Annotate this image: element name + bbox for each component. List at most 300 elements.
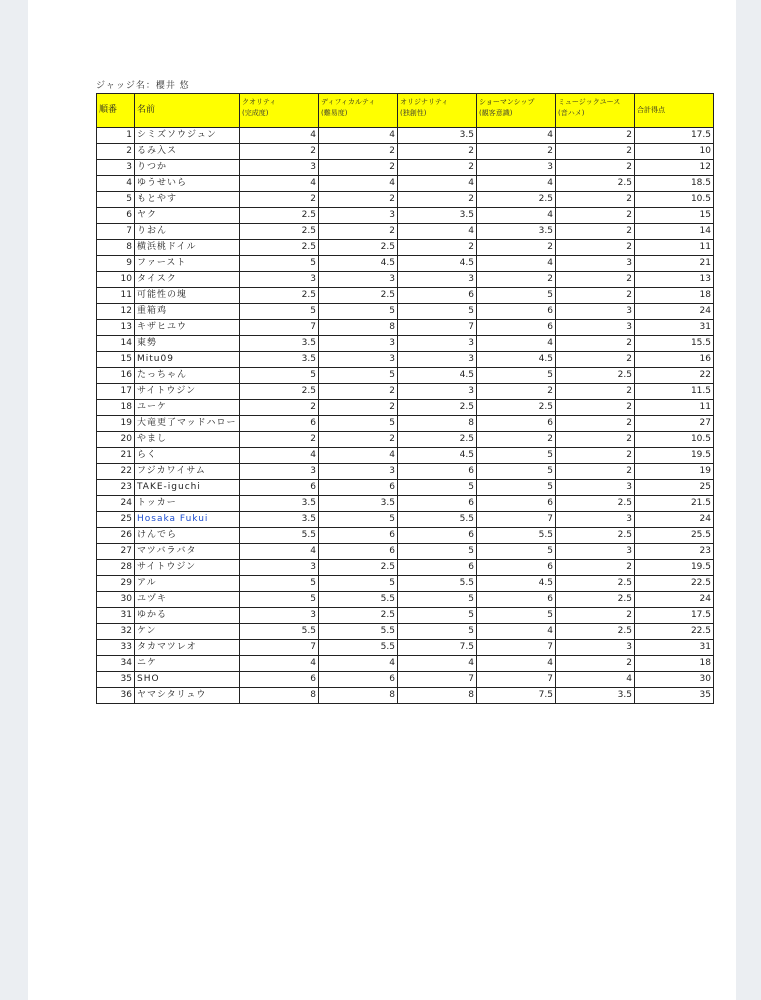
score-cell: 3.5 [319,496,398,512]
contestant-name-cell: りおん [135,224,240,240]
score-cell: 5 [240,304,319,320]
score-cell: 6 [477,592,556,608]
table-row [97,224,714,240]
score-cell: 2 [477,384,556,400]
total-cell: 24 [635,304,714,320]
score-cell: 2.5 [319,288,398,304]
score-cell: 2 [556,240,635,256]
header-showmanship: ショーマンシップ (観客意識) [477,94,556,128]
score-cell: 2 [319,384,398,400]
contestant-name-cell: サイトウジン [135,384,240,400]
document-page [28,0,736,1000]
score-cell: 2 [477,272,556,288]
score-cell: 5.5 [240,624,319,640]
score-cell: 3 [240,560,319,576]
score-cell: 5 [398,544,477,560]
total-cell: 31 [635,640,714,656]
score-cell: 2.5 [477,400,556,416]
total-cell: 11 [635,400,714,416]
table-row [97,304,714,320]
score-cell: 2.5 [319,560,398,576]
score-cell: 6 [240,416,319,432]
score-cell: 5.5 [240,528,319,544]
score-cell: 6 [398,288,477,304]
score-cell: 2 [556,560,635,576]
contestant-name-cell: TAKE-iguchi [135,480,240,496]
table-row [97,320,714,336]
score-cell: 5 [319,576,398,592]
score-cell: 6 [477,560,556,576]
table-row [97,352,714,368]
contestant-name-cell: タイスク [135,272,240,288]
score-cell: 3 [556,544,635,560]
score-cell: 2 [319,192,398,208]
score-cell: 4 [477,336,556,352]
score-cell: 6 [240,672,319,688]
score-cell: 2 [319,144,398,160]
score-cell: 6 [398,560,477,576]
score-cell: 5 [319,512,398,528]
total-cell: 22 [635,368,714,384]
score-cell: 5.5 [319,640,398,656]
contestant-name-cell: 可能性の塊 [135,288,240,304]
contestant-name-cell: ニケ [135,656,240,672]
contestant-name-cell: Mitu09 [135,352,240,368]
total-cell: 14 [635,224,714,240]
total-cell: 15.5 [635,336,714,352]
contestant-name-cell: シミズソウジュン [135,128,240,144]
score-cell: 2 [398,144,477,160]
rank-cell: 3 [97,160,135,176]
table-row [97,384,714,400]
header-row [97,94,714,128]
score-cell: 3 [240,160,319,176]
contestant-name-cell: もとやす [135,192,240,208]
score-cell: 2.5 [398,432,477,448]
score-cell: 7 [398,672,477,688]
score-cell: 2 [477,240,556,256]
total-cell: 21.5 [635,496,714,512]
score-cell: 3.5 [477,224,556,240]
rank-cell: 5 [97,192,135,208]
total-cell: 30 [635,672,714,688]
rank-cell: 2 [97,144,135,160]
score-cell: 2.5 [556,176,635,192]
score-cell: 3 [240,272,319,288]
rank-cell: 30 [97,592,135,608]
score-cell: 6 [240,480,319,496]
score-cell: 2.5 [240,208,319,224]
score-cell: 2.5 [556,496,635,512]
score-cell: 4 [477,656,556,672]
score-cell: 2 [398,240,477,256]
contestant-name-cell: やまし [135,432,240,448]
score-cell: 2.5 [240,384,319,400]
total-cell: 25 [635,480,714,496]
table-row [97,128,714,144]
header-originality: オリジナリティ (独創性) [398,94,477,128]
score-cell: 7 [240,640,319,656]
rank-cell: 22 [97,464,135,480]
score-cell: 7 [477,672,556,688]
score-cell: 3 [398,352,477,368]
total-cell: 16 [635,352,714,368]
score-cell: 4 [240,544,319,560]
rank-cell: 1 [97,128,135,144]
score-cell: 8 [398,688,477,704]
score-cell: 6 [477,320,556,336]
score-cell: 2 [240,400,319,416]
score-cell: 5 [477,464,556,480]
contestant-name-cell: 重箱鸡 [135,304,240,320]
score-cell: 3 [398,272,477,288]
rank-cell: 24 [97,496,135,512]
score-cell: 2.5 [240,240,319,256]
score-cell: 3.5 [556,688,635,704]
total-cell: 35 [635,688,714,704]
table-row [97,576,714,592]
contestant-name-cell: ユヅキ [135,592,240,608]
score-cell: 4 [477,128,556,144]
score-cell: 8 [319,688,398,704]
score-cell: 5 [398,624,477,640]
contestant-name-cell: けんでら [135,528,240,544]
contestant-name-cell: サイトウジン [135,560,240,576]
table-row [97,288,714,304]
score-cell: 5 [319,416,398,432]
score-cell: 2.5 [556,624,635,640]
rank-cell: 13 [97,320,135,336]
score-cell: 4.5 [319,256,398,272]
total-cell: 31 [635,320,714,336]
score-cell: 2 [556,224,635,240]
score-cell: 2 [319,400,398,416]
score-cell: 2 [556,192,635,208]
score-cell: 3 [556,480,635,496]
score-cell: 8 [240,688,319,704]
contestant-name-cell: たっちゃん [135,368,240,384]
score-cell: 2.5 [319,608,398,624]
total-cell: 10.5 [635,192,714,208]
score-cell: 2 [556,656,635,672]
score-cell: 2 [556,352,635,368]
score-cell: 2 [556,336,635,352]
score-cell: 4 [319,128,398,144]
contestant-name-cell: ケン [135,624,240,640]
rank-cell: 14 [97,336,135,352]
rank-cell: 35 [97,672,135,688]
score-cell: 2 [398,160,477,176]
score-cell: 5.5 [398,576,477,592]
score-cell: 2.5 [240,288,319,304]
rank-cell: 15 [97,352,135,368]
score-cell: 6 [477,416,556,432]
score-cell: 4 [240,656,319,672]
total-cell: 27 [635,416,714,432]
score-cell: 2 [556,288,635,304]
score-cell: 4.5 [398,256,477,272]
score-cell: 2 [556,384,635,400]
judge-name-label: ジャッジ名：櫻井 悠 [96,81,190,91]
total-cell: 18 [635,288,714,304]
table-row [97,528,714,544]
score-cell: 2.5 [556,528,635,544]
table-row [97,448,714,464]
score-cell: 2 [556,144,635,160]
table-row [97,688,714,704]
score-cell: 4.5 [477,352,556,368]
header-total: 合計得点 [635,94,714,128]
score-cell: 3.5 [240,336,319,352]
score-cell: 4 [398,176,477,192]
score-cell: 4.5 [398,448,477,464]
score-cell: 4 [319,448,398,464]
score-cell: 6 [398,528,477,544]
score-cell: 6 [398,496,477,512]
rank-cell: 9 [97,256,135,272]
contestant-name-cell: マツバラバタ [135,544,240,560]
table-row [97,608,714,624]
contestant-name-cell: 大竜更了マッドハロー [135,416,240,432]
score-cell: 2 [556,400,635,416]
score-cell: 4 [398,656,477,672]
score-cell: 5 [477,368,556,384]
rank-cell: 29 [97,576,135,592]
score-cell: 4.5 [398,368,477,384]
score-cell: 2 [556,208,635,224]
score-cell: 3.5 [240,496,319,512]
table-row [97,256,714,272]
rank-cell: 18 [97,400,135,416]
rank-cell: 27 [97,544,135,560]
score-cell: 6 [319,528,398,544]
score-cell: 4 [319,176,398,192]
score-cell: 5 [240,576,319,592]
score-cell: 7.5 [477,688,556,704]
contestant-name-cell: ユーケ [135,400,240,416]
score-cell: 6 [398,464,477,480]
score-cell: 4 [240,448,319,464]
table-row [97,336,714,352]
score-cell: 3 [556,256,635,272]
score-cell: 4 [477,208,556,224]
rank-cell: 25 [97,512,135,528]
header-difficulty: ディフィカルティ (難易度) [319,94,398,128]
rank-cell: 31 [97,608,135,624]
score-cell: 3 [398,336,477,352]
score-cell: 2.5 [556,576,635,592]
table-row [97,656,714,672]
score-cell: 5 [477,288,556,304]
contestant-name-cell: ファースト [135,256,240,272]
score-table [96,93,714,704]
rank-cell: 21 [97,448,135,464]
contestant-name-cell: 横浜桃ドイル [135,240,240,256]
score-cell: 5 [240,592,319,608]
score-cell: 6 [477,496,556,512]
score-cell: 3.5 [240,352,319,368]
score-cell: 5.5 [477,528,556,544]
contestant-name-cell: りつか [135,160,240,176]
total-cell: 17.5 [635,608,714,624]
total-cell: 10 [635,144,714,160]
score-cell: 2 [319,432,398,448]
score-cell: 3 [556,512,635,528]
score-cell: 2 [398,192,477,208]
rank-cell: 11 [97,288,135,304]
table-row [97,624,714,640]
score-cell: 2.5 [477,192,556,208]
rank-cell: 10 [97,272,135,288]
score-cell: 2 [556,448,635,464]
rank-cell: 6 [97,208,135,224]
rank-cell: 23 [97,480,135,496]
score-cell: 4 [477,256,556,272]
total-cell: 25.5 [635,528,714,544]
score-cell: 2 [556,160,635,176]
score-cell: 3 [398,384,477,400]
score-cell: 2 [556,272,635,288]
rank-cell: 32 [97,624,135,640]
total-cell: 19.5 [635,448,714,464]
score-cell: 4 [477,624,556,640]
score-cell: 2 [556,128,635,144]
table-row [97,672,714,688]
score-cell: 5 [240,256,319,272]
score-cell: 4 [319,656,398,672]
total-cell: 15 [635,208,714,224]
header-rank: 順番 [97,94,135,128]
contestant-name-cell: キザヒユウ [135,320,240,336]
table-row [97,144,714,160]
table-row [97,432,714,448]
score-cell: 7 [477,512,556,528]
header-music-use: ミュージックユース (音ハメ) [556,94,635,128]
contestant-name-cell: 東勢 [135,336,240,352]
score-cell: 4 [477,176,556,192]
table-row [97,512,714,528]
score-cell: 3 [319,272,398,288]
score-cell: 5.5 [319,592,398,608]
score-cell: 4 [398,224,477,240]
total-cell: 19.5 [635,560,714,576]
score-cell: 4 [240,176,319,192]
table-row [97,368,714,384]
score-cell: 7 [398,320,477,336]
contestant-name-cell: アル [135,576,240,592]
total-cell: 11 [635,240,714,256]
score-cell: 4 [240,128,319,144]
header-quality: クオリティ (完成度) [240,94,319,128]
table-row [97,192,714,208]
score-cell: 7.5 [398,640,477,656]
score-cell: 4 [556,672,635,688]
score-cell: 6 [319,544,398,560]
score-cell: 3 [240,464,319,480]
rank-cell: 26 [97,528,135,544]
score-cell: 8 [398,416,477,432]
score-cell: 2 [240,432,319,448]
contestant-name-cell: タカマツレオ [135,640,240,656]
contestant-name-cell: らく [135,448,240,464]
total-cell: 12 [635,160,714,176]
score-cell: 5 [477,448,556,464]
score-cell: 2 [240,192,319,208]
rank-cell: 20 [97,432,135,448]
score-cell: 3 [319,352,398,368]
table-row [97,160,714,176]
rank-cell: 16 [97,368,135,384]
score-cell: 2.5 [398,400,477,416]
score-cell: 5 [398,592,477,608]
total-cell: 22.5 [635,624,714,640]
table-row [97,480,714,496]
score-cell: 5 [477,608,556,624]
score-cell: 5 [240,368,319,384]
score-cell: 5 [319,304,398,320]
score-cell: 5 [398,480,477,496]
score-cell: 6 [319,672,398,688]
total-cell: 19 [635,464,714,480]
table-row [97,272,714,288]
rank-cell: 19 [97,416,135,432]
contestant-name-cell: ゆうせいら [135,176,240,192]
table-row [97,416,714,432]
total-cell: 11.5 [635,384,714,400]
score-cell: 2 [556,416,635,432]
score-cell: 5.5 [398,512,477,528]
table-row [97,208,714,224]
total-cell: 18 [635,656,714,672]
contestant-name-cell: Hosaka Fukui [135,512,240,528]
total-cell: 13 [635,272,714,288]
score-cell: 5 [477,480,556,496]
score-cell: 6 [477,304,556,320]
total-cell: 23 [635,544,714,560]
rank-cell: 12 [97,304,135,320]
score-cell: 2.5 [556,592,635,608]
table-row [97,496,714,512]
score-cell: 3 [477,160,556,176]
score-cell: 8 [319,320,398,336]
score-cell: 2 [556,608,635,624]
table-row [97,240,714,256]
total-cell: 10.5 [635,432,714,448]
rank-cell: 34 [97,656,135,672]
score-cell: 3.5 [398,128,477,144]
score-cell: 3 [556,304,635,320]
score-cell: 2 [477,144,556,160]
score-cell: 2 [319,160,398,176]
total-cell: 17.5 [635,128,714,144]
contestant-name-cell: フジカワイサム [135,464,240,480]
score-cell: 6 [319,480,398,496]
score-table-body [97,128,714,704]
table-row [97,592,714,608]
score-cell: 2 [240,144,319,160]
score-cell: 5 [398,304,477,320]
table-row [97,544,714,560]
score-cell: 4.5 [477,576,556,592]
score-cell: 3 [319,464,398,480]
score-cell: 2.5 [556,368,635,384]
table-row [97,464,714,480]
score-cell: 7 [240,320,319,336]
rank-cell: 28 [97,560,135,576]
rank-cell: 33 [97,640,135,656]
table-row [97,560,714,576]
rank-cell: 17 [97,384,135,400]
